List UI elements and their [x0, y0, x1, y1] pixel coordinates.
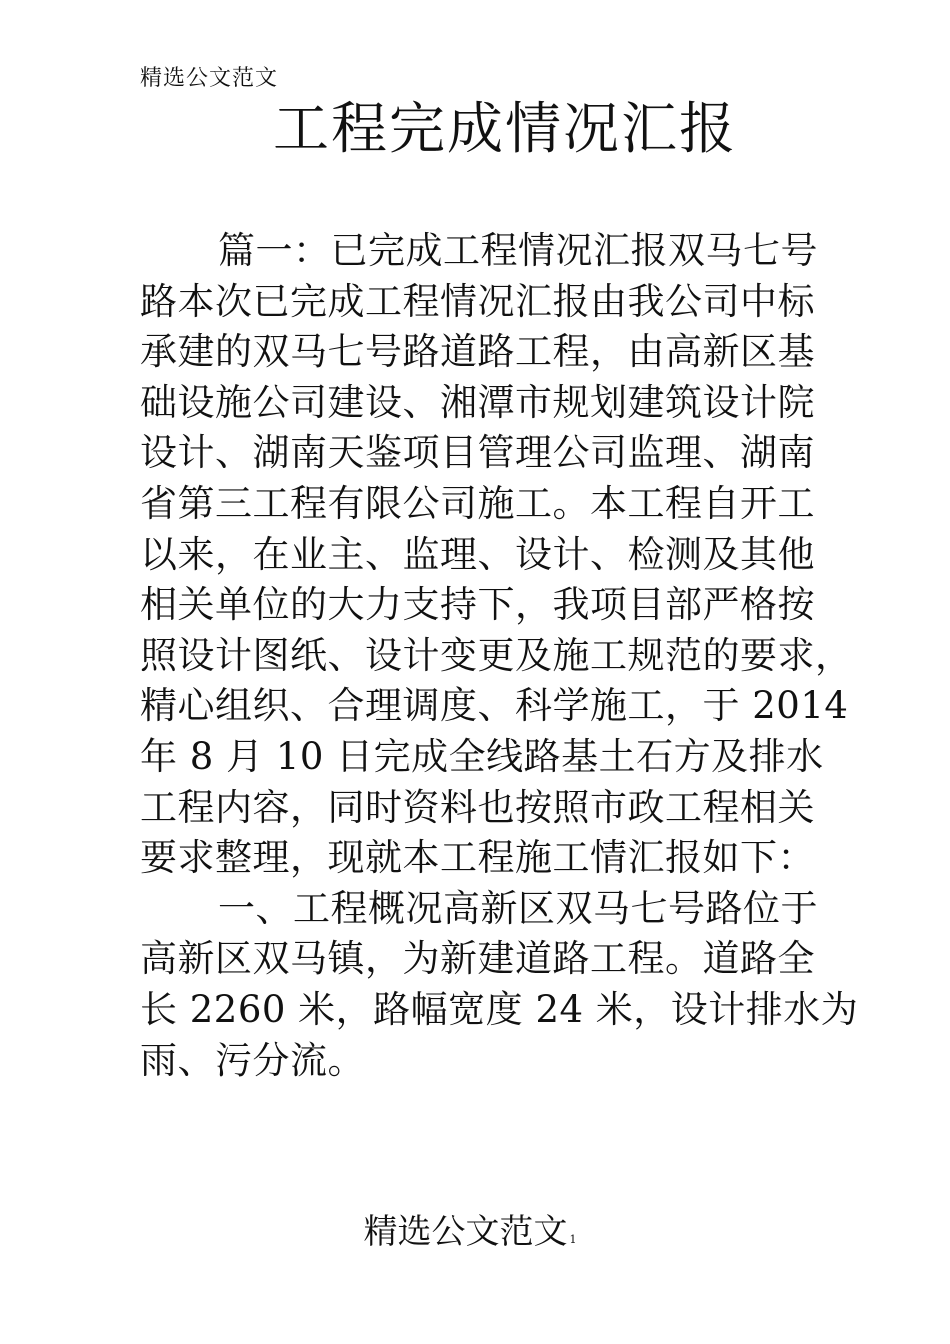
body-line: 年 8 月 10 日完成全线路基土石方及排水	[140, 734, 824, 778]
body-line: 照设计图纸、设计变更及施工规范的要求，	[140, 633, 853, 677]
page-header: 精选公文范文	[140, 66, 279, 91]
body-line: 精心组织、合理调度、科学施工，于 2014	[140, 684, 849, 728]
document-title: 工程完成情况汇报	[273, 97, 737, 162]
body-line: 要求整理，现就本工程施工情汇报如下：	[140, 836, 815, 880]
body-line: 设计、湖南天鉴项目管理公司监理、湖南	[140, 431, 815, 475]
body-line: 础设施公司建设、湘潭市规划建筑设计院	[140, 380, 815, 424]
body-line: 相关单位的大力支持下，我项目部严格按	[140, 583, 815, 627]
body-line: 承建的双马七号路道路工程，由高新区基	[140, 330, 815, 374]
page-number: 1	[569, 1233, 577, 1246]
body-line: 篇一：已完成工程情况汇报双马七号	[218, 229, 818, 272]
footer-text: 精选公文范文	[363, 1212, 568, 1252]
page-footer	[0, 1208, 950, 1264]
body-line: 高新区双马镇，为新建道路工程。道路全	[140, 937, 815, 981]
document-body	[140, 226, 859, 1086]
body-line: 省第三工程有限公司施工。本工程自开工	[140, 481, 815, 525]
body-line: 雨、污分流。	[140, 1038, 365, 1082]
body-line: 一、工程概况高新区双马七号路位于	[218, 886, 818, 930]
body-line: 工程内容，同时资料也按照市政工程相关	[140, 785, 815, 829]
body-line: 长 2260 米，路幅宽度 24 米，设计排水为	[140, 987, 859, 1031]
body-line: 以来，在业主、监理、设计、检测及其他	[140, 532, 815, 576]
body-line: 路本次已完成工程情况汇报由我公司中标	[140, 279, 815, 323]
